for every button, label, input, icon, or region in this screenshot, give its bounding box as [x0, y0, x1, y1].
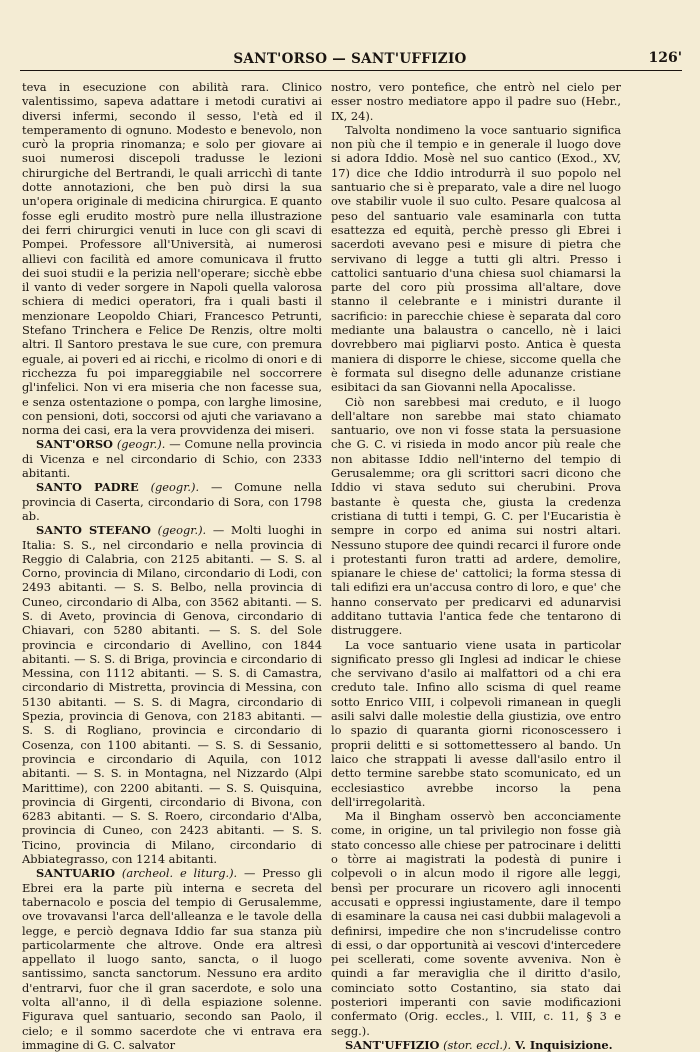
- entry-label: (geogr.).: [157, 523, 207, 538]
- entry-headword: SANTO STEFANO: [36, 523, 151, 538]
- entry-headword: SANTUARIO: [36, 866, 116, 881]
- entry-text: — Comune nella provincia di Vicenza e nel circondario di Schio, con 2333 abitanti.: [22, 437, 322, 481]
- paragraph-bingham: Ma il Bingham osservò ben acconciamente come, in origine, un tal privilegio non fosse già stato concesso alle chiese per patrocinare i delitti o tòrre ai magistrati la podestà di punire i colpevoli o in alcun modo il rigore alle leggi, bensì per procurare un ricovero agli innocenti accusati e oppressi ingiustamente, dare il tempo di esaminare la causa nei casi dubbii malagevoli a definirsi, impedire che non s'incrudelisse contro di essi, o dar opportunità ai vescovi d'intercedere pei scellerati, come sovente avveniva. Non è quindi a far meraviglia che il diritto d'asilo, cominciato sotto Costantino, sia stato dai posteriori imperanti con savie modificazioni confermato (Orig. eccles., l. VIII, c. 11, § 3 e segg.).: [331, 809, 621, 1038]
- running-header: [0, 48, 700, 70]
- page-number: 126': [648, 50, 682, 66]
- entry-headword: SANT'ORSO: [36, 437, 113, 452]
- entry-text: V. Inquisizione.: [511, 1037, 613, 1052]
- entry-santuario: [22, 866, 322, 1052]
- entry-text: — Presso gli Ebrei era la parte più interna e secreta del tabernacolo e poscia del tempio di Gerusalemme, ove trovavansi l'arca dell'alleanza e le tavole della legge, e perciò degnava Iddio far sua stanza più particolarmente che altrove. Onde era altresì appellato il luogo santo, sancta, o il luogo santissimo, sancta sanctorum. Nessuno era ardito d'entrarvi, fuor che il gran sacerdote, e solo una volta all'anno, il dì della espiazione solenne. Figurava quel santuario, secondo san Paolo, il cielo; e il sommo sacerdote che vi entrava era immagine di G. C. salvator: [22, 866, 323, 1052]
- continued-paragraph: teva in esecuzione con abilità rara. Clinico valentissimo, sapeva adattare i metodi curativi ai diversi infermi, secondo il sesso, l'età ed il temperamento di ognuno. Modesto e benevolo, non curò la propria rinomanza; e solo per giovare ai suoi numerosi discepoli tradusse le lezioni chirurgiche del Bertrandi, le quali arricchì di tante dotte annotazioni, che ben può dirsi la sua un'opera originale di medicina chirurgica. E quanto fosse egli erudito mostrò pure nella illustrazione dei ferri chirurgici venuti in luce con gli scavi di Pompei. Professore all'Università, ai numerosi allievi con facilità ed amore comunicava il frutto dei suoi studii e la perizia nell'operare; sicchè ebbe il vanto di veder sorgere in Napoli quella valorosa schiera di medici operatori, fra i quali basti il menzionare Leopoldo Chiari, Francesco Petrunti, Stefano Trinchera e Felice De Renzis, oltre molti altri. Il Santoro prestava le sue cure, con premura eguale, ai poveri ed ai ricchi, e ricolmo di onori e di ricchezza fu poi impareggiabile nel soccorrere gl'infelici. Non vi era miseria che non facesse sua, e senza ostentazione o pompa, con larghe limosine, con pensioni, doti, soccorsi od ajuti che variavano a norma dei casi, era la vera provvidenza dei miseri.: [22, 80, 322, 438]
- entry-santo-padre: [22, 480, 322, 523]
- entry-text: — Comune nella provincia di Caserta, circondario di Sora, con 1798 ab.: [22, 480, 322, 523]
- entry-santo-stefano: [22, 523, 322, 866]
- entry-santuffizio: [331, 1038, 621, 1052]
- entry-label: (archeol. e liturg.).: [121, 866, 238, 881]
- entry-headword: SANTO PADRE: [36, 480, 139, 495]
- entry-headword: SANT'UFFIZIO: [345, 1037, 440, 1052]
- continued-paragraph: nostro, vero pontefice, che entrò nel cielo per esser nostro mediatore appo il padre suo (Hebr., IX, 24).: [331, 80, 621, 123]
- entry-label: (stor. eccl.).: [443, 1037, 512, 1052]
- paragraph-santuario-meaning: Talvolta nondimeno la voce santuario significa non più che il tempio e in generale il luogo dove si adora Iddio. Mosè nel suo cantico (Exod., XV, 17) dice che Iddio introdurrà il suo popolo nel santuario che si è preparato, vale a dire nel luogo ove stabilir vuole il suo culto. Pesare qualcosa al peso del santuario vale esaminarla con tutta esattezza ed equità, perchè presso gli Ebrei i sacerdoti avevano pesi e misure di pietra che servivano di legge a tutti gli altri. Presso i cattolici santuario d'una chiesa suol chiamarsi la parte del coro più prossima all'altare, dove stanno il celebrante e i ministri durante il sacrificio: in parecchie chiese è separata dal coro mediante una balaustra o cancello, nè i laici dovrebbero mai pigliarvi posto. Antica è questa maniera di disporre le chiese, siccome quella che è formata sul disegno delle adunanze cristiane esibitaci da san Giovanni nella Apocalisse.: [331, 122, 621, 395]
- page-header-title: SANT'ORSO — SANT'UFFIZIO: [233, 51, 467, 67]
- right-column: [331, 80, 621, 1052]
- entry-santorso: [22, 437, 322, 480]
- header-rule: [20, 70, 682, 71]
- entry-label: (geogr.).: [116, 437, 166, 452]
- entry-label: (geogr.).: [150, 480, 200, 495]
- left-column: [22, 80, 322, 1052]
- entry-text: — Molti luoghi in Italia: S. S., nel circondario e nella provincia di Reggio di Calabria, con 2125 abitanti. — S. S. al Corno, provincia di Milano, circondario di Lodi, con 2493 abitanti. — S. S. Belbo, nella provincia di Cuneo, circondario di Alba, con 3562 abitanti. — S. S. di Aveto, provincia di Genova, circondario di Chiavari, con 5280 abitanti. — S. S. del Sole provincia e circondario di Avellino, con 1844 abitanti. — S. S. di Briga, provincia e circondario di Messina, con 1112 abitanti. — S. S. di Camastra, circondario di Mistretta, provincia di Messina, con 5130 abitanti. — S. S. di Magra, circondario di Spezia, provincia di Genova, con 2183 abitanti. — S. S. di Rogliano, provincia e circondario di Cosenza, con 1100 abitanti. — S. S. di Sessanio, provincia e circondario di Aquila, con 1012 abitanti. — S. S. in Montagna, nel Nizzardo (Alpi Marittime), con 2200 abitanti. — S. S. Quisquina, provincia di Girgenti, circondario di Bivona, con 6283 abitanti. — S. S. Roero, circondario d'Alba, provincia di Cuneo, con 2423 abitanti. — S. S. Ticino, provincia di Milano, circondario di Abbiategrasso, con 1214 abitanti.: [22, 523, 322, 867]
- paragraph-eucharist: Ciò non sarebbesi mai creduto, e il luogo dell'altare non sarebbe mai stato chiamato santuario, ove non vi fosse stata la persuasione che G. C. vi risieda in modo ancor più reale che non abitasse Iddio nell'interno del tempio di Gerusalemme; ora gli scrittori sacri dicono che Iddio vi stava seduto sui cherubini. Prova bastante è questa che, giusta la credenza cristiana di tutti i tempi, G. C. per l'Eucaristia è sempre in corpo ed anima sui nostri altari. Nessuno stupore dee quindi recarci il furore onde i protestanti furon tratti ad ardere, demolire, spianare le chiese de' cattolici; la forma stessa di tali edifizi era un'accusa contro di loro, e que' che hanno conservato per predicarvi ed adunarvisi additano tuttavia l'antica fede che tentarono di distruggere.: [331, 394, 621, 638]
- paragraph-english-asylum: La voce santuario viene usata in particolar significato presso gli Inglesi ad indicar le chiese che servivano d'asilo ai malfattori od a chi era creduto tale. Infino allo scisma di quel reame sotto Enrico VIII, i colpevoli rimanean in quegli asili salvi dalle molestie della giustizia, ove entro lo spazio di quaranta giorni riconoscessero i proprii delitti e si sottomettessero al bando. Un laico che strappati li avesse dall'asilo entro il detto termine sarebbe stato scomunicato, ed un ecclesiastico avrebbe incorso la pena dell'irregolarità.: [331, 637, 621, 809]
